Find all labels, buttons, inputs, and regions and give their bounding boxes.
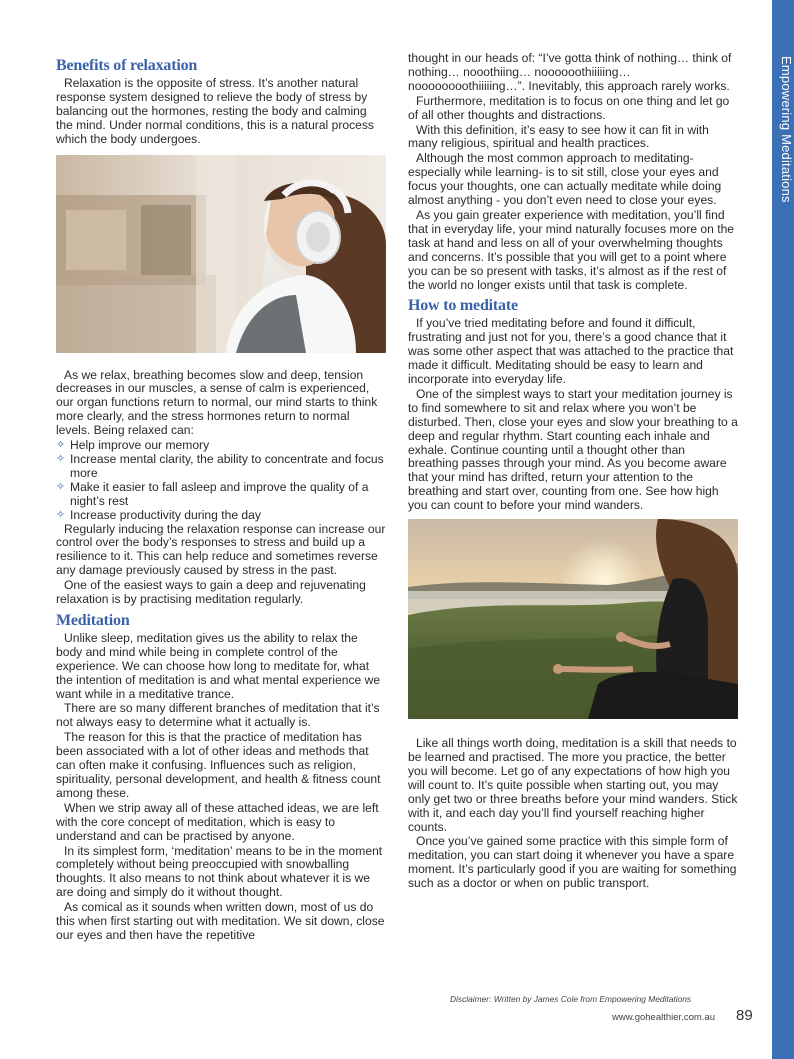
paragraph: thought in our heads of: “I’ve gotta think of nothing… think of nothing… nooothiing… noooooothiiiiing… noooooooothiiiiing…”. Inevitably, this approach rarely works. (408, 51, 732, 93)
sparkle-bullet-icon: ✧ (56, 480, 66, 493)
list-item: ✧ Increase productivity during the day (56, 507, 261, 522)
list-item: ✧ Increase mental clarity, the ability to concentrate and focus more (56, 451, 384, 480)
disclaimer: Disclaimer: Written by James Cole from Empowering Meditations (450, 994, 692, 1004)
woman-relaxing-headphones-photo (56, 155, 386, 353)
list-item: ✧ Help improve our memory (56, 438, 210, 453)
benefits-list (56, 439, 386, 522)
heading-benefits: Benefits of relaxation (56, 57, 198, 74)
paragraph: As you gain greater experience with meditation, you’ll find that in everyday life, your mind naturally focuses more on the task at hand and less on all of your overwhelming thoughts and concerns. It’s possible that you will get to a point where you can be so present with tasks, it’s almost as if the rest of the world no longer exists until that task is complete. (408, 207, 735, 292)
left-column (56, 56, 386, 944)
sparkle-bullet-icon: ✧ (56, 452, 66, 465)
paragraph: One of the simplest ways to start your meditation journey is to find somewhere to sit and relax where you won’t be disturbed. Then, close your eyes and slow your breathing to a deep and regular rhythm. Start counting each inhale and exhale. Continue counting until a thought other than breathing passes through your mind. As you become aware that your mind has drifted, return your attention to the breathing and start over, counting from one. See how high you can count to before your mind wanders. (408, 386, 738, 513)
heading-how-to-meditate: How to meditate (408, 297, 518, 315)
paragraph: Relaxation is the opposite of stress. It’s another natural response system designed to relieve the body of stress by balancing out the hormones, resting the body and calming the mind. Under normal conditions, this is a natural process which the body undergoes. (56, 76, 374, 146)
sidebar-title: Empowering Meditations (779, 56, 794, 203)
paragraph: Like all things worth doing, meditation is a skill that needs to be learned and practised. The more you practice, the better you will become. Let go of any expectations of how high you will count to. It’s quite possible when starting out, you may only get two or three breaths before your mind wanders. Stick with it, and each day you’ll find yourself reaching higher counts. (408, 736, 738, 834)
footer-url: www.gohealthier.com.au (612, 1012, 715, 1023)
paragraph: Furthermore, meditation is to focus on one thing and let go of all other thoughts and distractions. (408, 93, 730, 122)
paragraph: Although the most common approach to meditating- especially while learning- is to sit still, close your eyes and focus your thoughts, one can actually meditate while doing almost anything - you don’t even need to close your eyes. (408, 151, 722, 208)
paragraph: As comical as it sounds when written down, most of us do this when first starting out with meditation. We sit down, close our eyes and then have the repetitive (56, 900, 385, 942)
paragraph: There are so many different branches of meditation that it’s not always easy to determine what it actually is. (56, 701, 380, 730)
paragraph: The reason for this is that the practice of meditation has been associated with a lot of other ideas and methods that can often make it confusing. Influences such as religion, spirituality, personal development, and health & fitness count among these. (56, 730, 381, 800)
list-item: ✧ Make it easier to fall asleep and improve the quality of a night’s rest (56, 479, 369, 508)
sparkle-bullet-icon: ✧ (56, 508, 66, 521)
paragraph: When we strip away all of these attached ideas, we are left with the core concept of meditation, which is easy to understand and can be practised by anyone. (56, 800, 379, 843)
paragraph: Once you’ve gained some practice with this simple form of meditation, you can start doing it whenever you have a spare moment. It’s particularly good if you are waiting for something such as a doctor or when on public transport. (408, 834, 737, 891)
right-column (408, 52, 738, 892)
woman-meditating-sunset-photo (408, 519, 738, 719)
paragraph: In its simplest form, ‘meditation’ means to be in the moment completely without being preoccupied with snowballing thoughts. It also means to not think about whatever it is we are doing and simply do it without thought. (56, 843, 383, 900)
page-number: 89 (736, 1007, 753, 1024)
paragraph: Unlike sleep, meditation gives us the ability to relax the body and mind while being in complete control of the experience. We can choose how long to meditate for, what the intention of meditation is and what mental experience we want while in a meditative trance. (56, 630, 381, 701)
sparkle-bullet-icon: ✧ (56, 439, 66, 452)
paragraph: Regularly inducing the relaxation response can increase our control over the body’s responses to stress and build up a resilience to it. This can help reduce and sometimes reverse any damage previously caused by stress in the past. (56, 521, 386, 578)
paragraph: One of the easiest ways to gain a deep and rejuvenating relaxation is by practising meditation regularly. (56, 578, 366, 607)
paragraph: With this definition, it’s easy to see how it can fit in with many religious, spiritual and health practices. (408, 122, 709, 151)
heading-meditation: Meditation (56, 611, 130, 629)
paragraph: As we relax, breathing becomes slow and deep, tension decreases in our muscles, a sense of calm is experienced, our organ functions return to normal, our mind starts to think more clearly, and the stress hormones return to normal levels. Being relaxed can: (56, 367, 378, 438)
paragraph: If you’ve tried meditating before and found it difficult, frustrating and just not for you, there’s a good chance that it was some other aspect that was attached to the practice that made it difficult. Meditating should be easy to learn and incorporate into everyday life. (408, 316, 734, 387)
